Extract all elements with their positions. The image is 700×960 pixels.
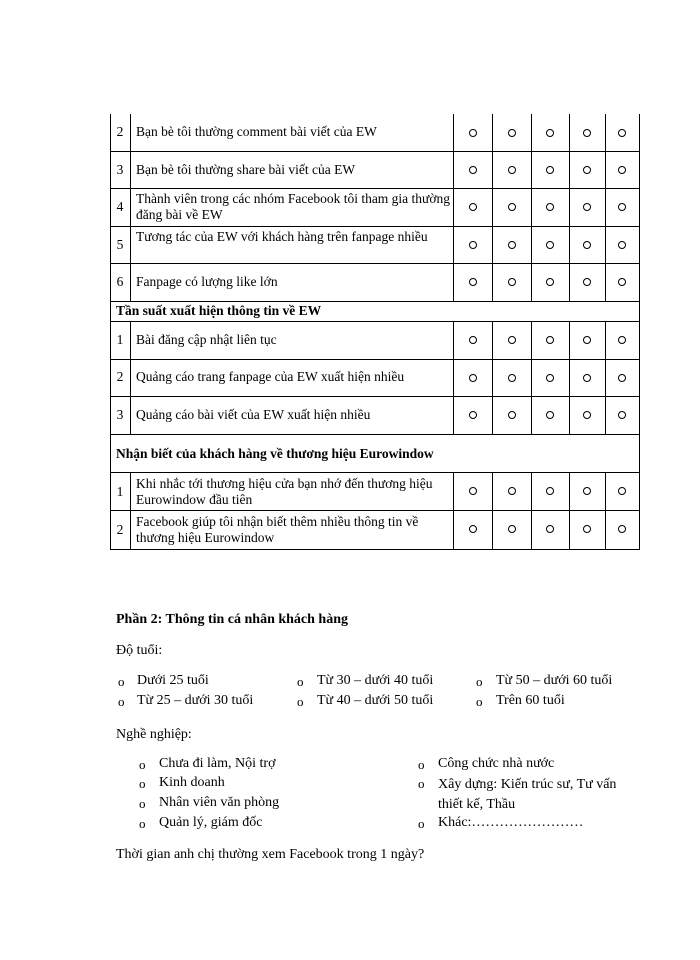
rating-radio-5[interactable] <box>618 241 626 249</box>
rating-radio-3[interactable] <box>546 525 554 533</box>
age-label: Độ tuổi: <box>116 643 163 658</box>
job-option-civil-servant: Công chức nhà nước <box>438 756 555 771</box>
rating-radio-3[interactable] <box>546 129 554 137</box>
rating-radio-3[interactable] <box>546 241 554 249</box>
rating-radio-4[interactable] <box>583 336 591 344</box>
rating-radio-1[interactable] <box>469 336 477 344</box>
rating-radio-5[interactable] <box>618 278 626 286</box>
row-number: 2 <box>116 124 124 139</box>
row-statement: Quảng cáo trang fanpage của EW xuất hiện nhiều <box>136 369 405 384</box>
job-option-bullet[interactable]: o <box>418 816 425 831</box>
rating-radio-3[interactable] <box>546 278 554 286</box>
row-statement: Khi nhắc tới thương hiệu cửa bạn nhớ đến thương hiệu Eurowindow đầu tiên <box>136 476 433 507</box>
age-option-40-50: Từ 40 – dưới 50 tuổi <box>317 693 434 708</box>
job-option-construction: Xây dựng: Kiến trúc sư, Tư vấn thiết kế, Thầu <box>438 777 617 812</box>
row-statement: Fanpage có lượng like lớn <box>136 274 278 289</box>
rating-radio-4[interactable] <box>583 129 591 137</box>
job-option-bullet[interactable]: o <box>139 796 146 811</box>
rating-radio-1[interactable] <box>469 278 477 286</box>
row-statement: Quảng cáo bài viết của EW xuất hiện nhiều <box>136 407 371 422</box>
rating-radio-1[interactable] <box>469 129 477 137</box>
job-option-bullet[interactable]: o <box>418 776 425 791</box>
rating-radio-5[interactable] <box>618 525 626 533</box>
rating-radio-3[interactable] <box>546 166 554 174</box>
row-statement: Bạn bè tôi thường share bài viết của EW <box>136 162 356 177</box>
part2-title: Phần 2: Thông tin cá nhân khách hàng <box>116 612 348 627</box>
row-number: 1 <box>116 332 124 347</box>
job-option-unemployed: Chưa đi làm, Nội trợ <box>159 756 276 771</box>
rating-radio-1[interactable] <box>469 166 477 174</box>
age-option-bullet[interactable]: o <box>297 694 304 709</box>
job-option-bullet[interactable]: o <box>139 757 146 772</box>
job-option-business: Kinh doanh <box>159 775 225 790</box>
age-option-30-40: Từ 30 – dưới 40 tuổi <box>317 673 434 688</box>
age-option-bullet[interactable]: o <box>476 694 483 709</box>
row-statement: Thành viên trong các nhóm Facebook tôi tham gia thường đăng bài về EW <box>136 191 451 222</box>
rating-radio-5[interactable] <box>618 487 626 495</box>
rating-radio-4[interactable] <box>583 241 591 249</box>
age-option-bullet[interactable]: o <box>118 674 125 689</box>
rating-radio-2[interactable] <box>508 203 516 211</box>
rating-radio-5[interactable] <box>618 166 626 174</box>
row-statement: Facebook giúp tôi nhận biết thêm nhiều thông tin về thương hiệu Eurowindow <box>136 514 419 545</box>
section-heading-brand: Nhận biết của khách hàng về thương hiệu Eurowindow <box>116 446 434 461</box>
age-option-50-60: Từ 50 – dưới 60 tuổi <box>496 673 613 688</box>
row-number: 3 <box>116 162 124 177</box>
rating-radio-2[interactable] <box>508 278 516 286</box>
rating-radio-2[interactable] <box>508 487 516 495</box>
job-option-manager: Quản lý, giám đốc <box>159 815 263 830</box>
age-option-bullet[interactable]: o <box>297 674 304 689</box>
rating-radio-5[interactable] <box>618 374 626 382</box>
rating-radio-3[interactable] <box>546 203 554 211</box>
rating-radio-4[interactable] <box>583 525 591 533</box>
job-option-bullet[interactable]: o <box>139 816 146 831</box>
rating-radio-4[interactable] <box>583 278 591 286</box>
rating-radio-5[interactable] <box>618 203 626 211</box>
rating-radio-1[interactable] <box>469 411 477 419</box>
row-statement: Tương tác của EW với khách hàng trên fanpage nhiều <box>136 229 428 244</box>
rating-radio-4[interactable] <box>583 203 591 211</box>
job-label: Nghề nghiệp: <box>116 727 192 742</box>
rating-radio-1[interactable] <box>469 203 477 211</box>
rating-radio-2[interactable] <box>508 374 516 382</box>
rating-radio-1[interactable] <box>469 374 477 382</box>
row-number: 3 <box>116 407 124 422</box>
rating-radio-2[interactable] <box>508 336 516 344</box>
row-statement: Bạn bè tôi thường comment bài viết của EW <box>136 124 377 139</box>
row-statement: Bài đăng cập nhật liên tục <box>136 332 277 347</box>
rating-radio-1[interactable] <box>469 525 477 533</box>
rating-radio-1[interactable] <box>469 241 477 249</box>
row-number: 2 <box>116 522 124 537</box>
age-option-under-25: Dưới 25 tuổi <box>137 673 209 688</box>
age-option-bullet[interactable]: o <box>476 674 483 689</box>
row-number: 5 <box>116 237 124 252</box>
rating-radio-4[interactable] <box>583 166 591 174</box>
rating-radio-4[interactable] <box>583 487 591 495</box>
age-option-bullet[interactable]: o <box>118 694 125 709</box>
rating-radio-3[interactable] <box>546 487 554 495</box>
rating-radio-3[interactable] <box>546 336 554 344</box>
rating-radio-2[interactable] <box>508 129 516 137</box>
job-option-bullet[interactable]: o <box>418 757 425 772</box>
rating-radio-5[interactable] <box>618 336 626 344</box>
rating-radio-2[interactable] <box>508 166 516 174</box>
section-heading-frequency: Tần suất xuất hiện thông tin về EW <box>116 303 322 318</box>
facebook-time-question: Thời gian anh chị thường xem Facebook trong 1 ngày? <box>116 847 425 862</box>
job-option-other: Khác:…………………… <box>438 815 584 830</box>
row-number: 6 <box>116 274 124 289</box>
rating-radio-5[interactable] <box>618 411 626 419</box>
age-option-over-60: Trên 60 tuổi <box>496 693 565 708</box>
rating-radio-2[interactable] <box>508 411 516 419</box>
rating-radio-4[interactable] <box>583 374 591 382</box>
job-option-bullet[interactable]: o <box>139 776 146 791</box>
rating-radio-3[interactable] <box>546 374 554 382</box>
rating-radio-5[interactable] <box>618 129 626 137</box>
row-number: 4 <box>116 199 124 214</box>
row-number: 1 <box>116 484 124 499</box>
rating-radio-4[interactable] <box>583 411 591 419</box>
job-option-office: Nhân viên văn phòng <box>159 795 280 810</box>
rating-radio-1[interactable] <box>469 487 477 495</box>
rating-radio-2[interactable] <box>508 241 516 249</box>
age-option-25-30: Từ 25 – dưới 30 tuổi <box>137 693 254 708</box>
rating-radio-2[interactable] <box>508 525 516 533</box>
row-number: 2 <box>116 369 124 384</box>
rating-radio-3[interactable] <box>546 411 554 419</box>
